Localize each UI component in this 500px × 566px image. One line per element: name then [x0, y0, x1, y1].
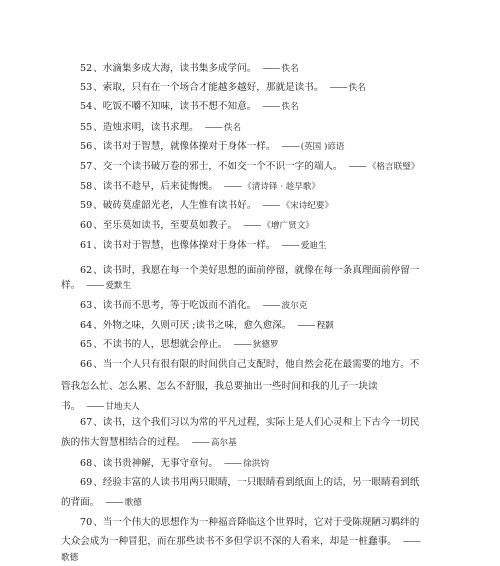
quote-66-line-1 — [80, 358, 444, 371]
quote-source: 佚名 — [223, 123, 242, 133]
quote-57 — [80, 160, 444, 174]
quote-54 — [80, 100, 444, 114]
quote-text: 书。 — [61, 401, 81, 412]
quote-59 — [80, 199, 444, 213]
quote-62-line-2 — [61, 279, 444, 293]
quote-text: 、读书对于智慧，也像体操对于身体一样。 — [93, 240, 276, 251]
quote-number: 62 — [80, 265, 93, 276]
quote-source: 《清诗铎 · 趁早歌》 — [243, 182, 321, 192]
quote-text: 、读书，这个我们习以为常的平凡过程，实际上是人们心灵和上下古今一切民 — [93, 417, 420, 428]
dash: —— — [262, 200, 280, 211]
dash: —— — [191, 437, 209, 448]
dash: —— — [86, 401, 104, 412]
quote-source: 佚名 — [281, 64, 299, 74]
quote-64 — [80, 319, 444, 333]
quote-70-line-2 — [61, 535, 466, 548]
quote-text: 、读书不趁早，后来徒悔懊。 — [93, 181, 218, 192]
quote-number: 54 — [80, 101, 93, 112]
dash: —— — [281, 240, 299, 251]
quote-source: 《增广贤文》 — [262, 221, 314, 231]
quote-number: 64 — [80, 320, 93, 331]
quote-source: 歌德 — [124, 498, 142, 508]
dash: —— — [105, 497, 123, 508]
quote-text: 、外物之味，久则可厌 ;读书之味，愈久愈深。 — [93, 320, 292, 331]
quote-text: 、破砖莫虚韶光老，人生惟有读书好。 — [93, 200, 257, 211]
dash: —— — [262, 63, 280, 74]
quote-source: 歌德 — [61, 553, 79, 563]
quote-source: 高尔基 — [210, 438, 237, 448]
dash: —— — [262, 101, 280, 112]
quote-number: 56 — [80, 141, 93, 152]
quote-number: 61 — [80, 240, 93, 251]
quote-text: 、吃饭不嚼不知味，读书不想不知意。 — [93, 101, 257, 112]
quote-text: 样。 — [61, 280, 81, 291]
quote-text: 、交一个读书破万卷的邪士，不如交一个不识一字的端人。 — [93, 161, 343, 172]
quote-55 — [80, 121, 444, 135]
quote-text: 的背面。 — [61, 497, 100, 508]
quote-source: 《宋诗纪要》 — [281, 201, 334, 211]
quote-52 — [80, 62, 444, 76]
dash: —— — [329, 82, 347, 93]
dash: —— — [243, 220, 261, 231]
quote-56 — [80, 140, 444, 154]
quote-61 — [80, 239, 444, 253]
quote-number: 59 — [80, 200, 93, 211]
quote-text: 、至乐莫如读书，至要莫如教子。 — [93, 220, 238, 231]
quote-text: 、读书贵神解，无事守章句。 — [93, 458, 218, 469]
quote-source: 程颢 — [316, 321, 334, 331]
quote-69-line-1 — [80, 476, 444, 489]
quote-number: 53 — [80, 82, 93, 93]
dash: —— — [233, 339, 251, 350]
quote-text: 、当一个伟大的思想作为一种福音降临这个世界时，它对于受陈规陋习羁绊的 — [93, 517, 420, 528]
quote-source: 甘地夫人 — [105, 402, 140, 412]
quote-65 — [80, 338, 444, 352]
quote-source: 波尔克 — [281, 301, 308, 311]
dash: —— — [402, 536, 420, 547]
quote-60 — [80, 219, 444, 233]
quote-source: (英国 )谚语 — [300, 142, 345, 152]
quote-number: 58 — [80, 181, 93, 192]
quote-text: 、经验丰富的人读书用两只眼睛，一只眼睛看到纸面上的话，另一眼睛看到纸 — [93, 477, 420, 488]
quote-text: 、索取，只有在一个场合才能越多越好，那就是读书。 — [93, 82, 324, 93]
dash: —— — [348, 161, 366, 172]
quote-62-line-1 — [80, 264, 444, 277]
quote-63 — [80, 299, 444, 313]
quote-text: 大众会成为一种冒犯，而在那些读书不多但学识不深的人看来，却是一桩蠢事。 — [61, 536, 397, 547]
quote-source: 佚名 — [281, 102, 299, 112]
quote-number: 57 — [80, 161, 93, 172]
quote-68 — [80, 457, 444, 471]
dash: —— — [297, 320, 315, 331]
quote-70-line-3 — [61, 551, 444, 565]
quote-number: 65 — [80, 339, 93, 350]
dash: —— — [223, 458, 242, 469]
quote-number: 63 — [80, 300, 93, 311]
dash: —— — [281, 141, 299, 152]
quote-source: 狄德罗 — [252, 340, 279, 350]
quote-text: 、读书对于智慧，就像体操对于身体一样。 — [93, 141, 276, 152]
quote-53 — [80, 81, 444, 95]
quote-source: 爱默生 — [105, 281, 132, 291]
dash: —— — [223, 181, 242, 192]
quote-67-line-1 — [80, 416, 444, 429]
quote-source: 徐洪钧 — [243, 459, 269, 469]
quote-text: 、读书而不思考，等于吃饭而不消化。 — [93, 300, 257, 311]
quote-number: 69 — [80, 477, 93, 488]
quote-source: 佚名 — [348, 83, 366, 93]
quote-text: 、水滴集多成大海，读书集多成学问。 — [93, 63, 257, 74]
quote-number: 70 — [80, 517, 93, 528]
quote-number: 66 — [80, 359, 93, 370]
quote-text: 族的伟大智慧相结合的过程。 — [61, 437, 186, 448]
quote-source: 爱迪生 — [300, 241, 327, 251]
quote-number: 60 — [80, 220, 93, 231]
dash: —— — [86, 280, 104, 291]
dash: —— — [204, 122, 222, 133]
dash: —— — [262, 300, 280, 311]
quote-67-line-2 — [61, 436, 444, 450]
quote-source: 《格言联璧》 — [367, 162, 420, 172]
quote-66-line-3 — [61, 400, 444, 414]
quote-70-line-1 — [80, 516, 444, 529]
quote-number: 55 — [80, 122, 93, 133]
quote-text: 、不读书的人，思想就会停止。 — [93, 339, 228, 350]
quote-number: 52 — [80, 63, 93, 74]
quote-text: 、读书时，我愿在每一个美好思想的面前停留，就像在每一条真理面前停留一 — [93, 265, 420, 276]
quote-text: 、当一个人只有很有限的时间供自己支配时，他自然会花在最需要的地方。不 — [93, 359, 420, 370]
quote-69-line-2 — [61, 496, 444, 510]
quote-number: 67 — [80, 417, 93, 428]
quote-text: 、造烛求明，读书求理。 — [93, 122, 199, 133]
quote-number: 68 — [80, 458, 93, 469]
quote-58 — [80, 180, 444, 194]
quote-text: 管我怎么忙、怎么累、怎么不舒服，我总要抽出一些时间和我的儿子一块读 — [61, 381, 378, 392]
quote-66-line-2 — [61, 380, 444, 393]
